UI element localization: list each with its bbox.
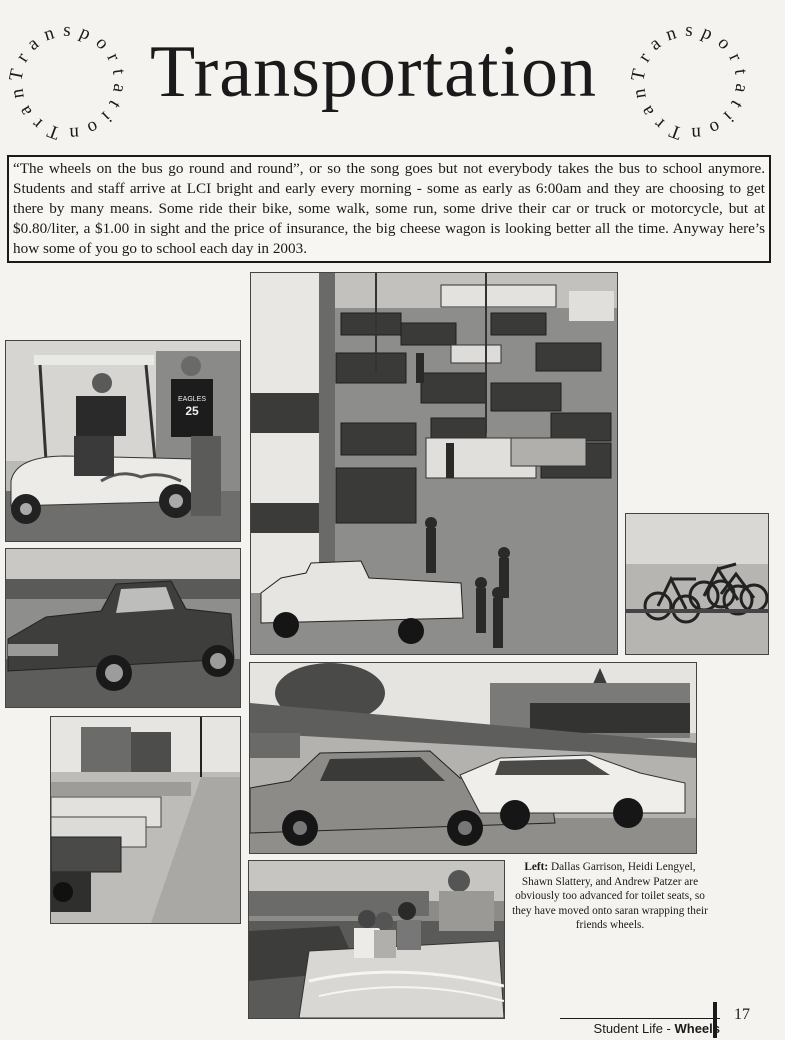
photo-cars-lot bbox=[249, 662, 697, 854]
svg-text:TransportationTrans bbox=[8, 22, 128, 142]
photo-parking-lot bbox=[250, 272, 618, 655]
photo-parked-cars bbox=[50, 716, 241, 924]
circle-text-left bbox=[8, 22, 128, 142]
circle-text-right-path: ranspor tionTra bbox=[632, 22, 750, 142]
photo-bicycles bbox=[625, 513, 769, 655]
svg-text:TransportationTrans bbox=[630, 22, 750, 142]
page-number: 17 bbox=[734, 1006, 750, 1023]
photo-saran-wrap bbox=[248, 860, 505, 1019]
photo-golf-cart bbox=[5, 340, 241, 542]
caption-lead: Left: bbox=[524, 861, 549, 873]
photo-pickup-truck bbox=[5, 548, 241, 708]
shirt-text: EAGLES bbox=[177, 396, 207, 403]
circle-text-left-path: ranspor tionTra bbox=[10, 22, 128, 142]
circle-text-right bbox=[630, 22, 750, 142]
page-footer bbox=[560, 1018, 720, 1036]
intro-paragraph: “The wheels on the bus go round and round”, or so the song goes but not everybody takes the bus to school anymore. Students and staff arrive at LCI bright and early every morning - some as early as 6:00am and they are choosing to get there by many means. Some ride their bike, some walk, some run, some drive their car or truck or motorcycle, but at $0.80/liter, a $1.00 in sight and the price of insurance, the big cheese wagon is looking better all the time. Anyway here’s how some of you go to school each day in 2003. bbox=[7, 155, 771, 263]
photo-caption bbox=[510, 860, 710, 933]
page-title: Transportation bbox=[150, 31, 598, 113]
footer-topic: Wheels bbox=[674, 1021, 720, 1036]
shirt-number: 25 bbox=[185, 404, 199, 418]
caption-text: Dallas Garrison, Heidi Lengyel, Shawn Slattery, and Andrew Patzer are obviously too advanced for toilet seats, so they have moved onto saran wrapping their friends wheels. bbox=[512, 861, 708, 932]
footer-section: Student Life - bbox=[593, 1021, 675, 1036]
